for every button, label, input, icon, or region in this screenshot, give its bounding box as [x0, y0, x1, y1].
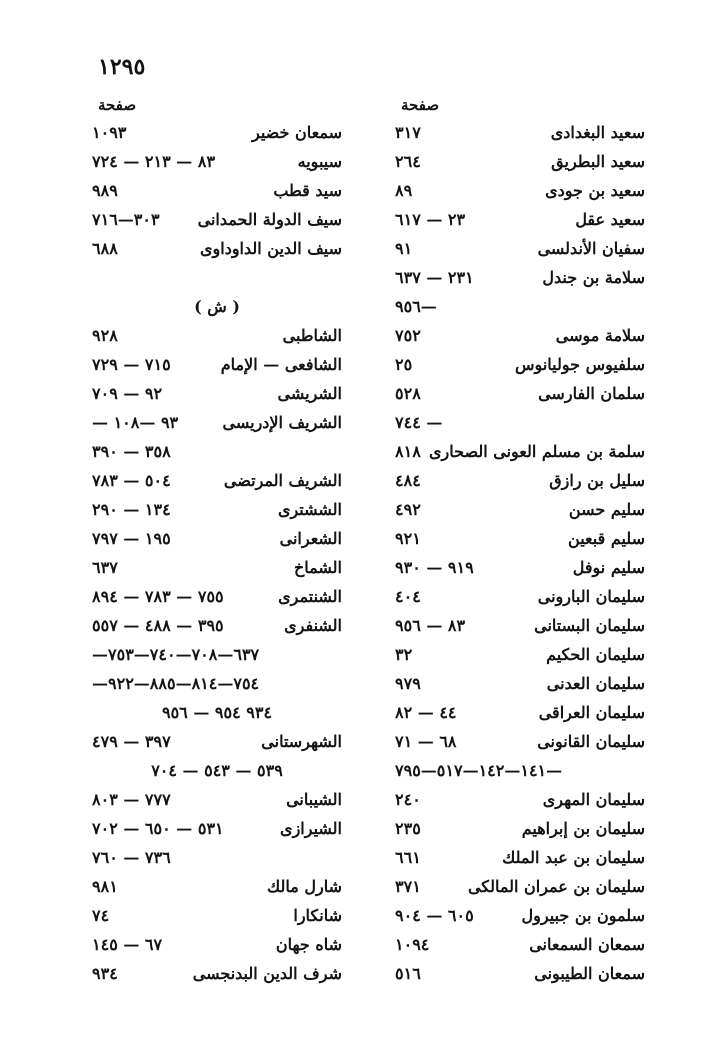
entry-pages: ٦٦١ [395, 848, 421, 867]
index-entry [92, 756, 342, 785]
index-entry [395, 872, 645, 901]
entry-name: سعيد عقل [575, 210, 645, 229]
entry-pages: ١٠٩٤ [395, 935, 430, 954]
index-entry [395, 495, 645, 524]
entry-name: شارل مالك [266, 877, 342, 896]
entry-pages: ٩٧٩ [395, 674, 421, 693]
entry-pages: ٣٠٣—٧١٦ [92, 210, 160, 229]
index-entry [395, 582, 645, 611]
entry-pages: ٢٣ — ٦١٧ [395, 210, 466, 229]
index-entry [92, 814, 342, 843]
entry-pages: ٢٥ [395, 355, 413, 374]
index-entry [395, 234, 645, 263]
entry-name: سليمان الحكيم [546, 645, 645, 664]
index-entry [92, 234, 342, 263]
page-number: ١٢٩٥ [98, 54, 146, 80]
entry-pages: ٥٣٩ — ٥٤٣ — ٧٠٤ [151, 761, 283, 780]
index-entry [395, 669, 645, 698]
index-entry [92, 872, 342, 901]
entry-name: سيف الدين الداوداوى [200, 239, 342, 258]
entry-name: سليمان البارونى [537, 587, 645, 606]
entry-name: سليمان القانونى [537, 732, 645, 751]
entry-pages: ٩٢٨ [92, 326, 118, 345]
index-entry [92, 118, 342, 147]
entry-pages: ٣٩٧ — ٤٧٩ [92, 732, 171, 751]
index-entry [92, 959, 342, 988]
index-entry [395, 843, 645, 872]
entry-pages: ٢٤٠ [395, 790, 421, 809]
index-entry [395, 611, 645, 640]
index-entry [92, 263, 342, 292]
index-entry [395, 466, 645, 495]
entry-name: سليم قبعين [568, 529, 645, 548]
entry-pages: ٥٠٤ — ٧٨٣ [92, 471, 171, 490]
entry-name: الشيبانى [286, 790, 342, 809]
entry-name: سيبويه [297, 152, 342, 171]
index-entry [92, 408, 342, 437]
entry-pages: —١٤١—١٤٢—٥١٧—٧٩٥ [395, 761, 563, 780]
entry-name: سليمان البستانى [534, 616, 645, 635]
entry-pages: ٧٥٢ [395, 326, 421, 345]
entry-pages: ٥٣١ — ٦٥٠ — ٧٠٢ [92, 819, 224, 838]
entry-name: سليم نوفل [572, 558, 645, 577]
entry-name: سليم حسن [568, 500, 645, 519]
entry-name: سلمان الفارسى [538, 384, 645, 403]
entry-pages: ٩٢ — ٧٠٩ [92, 384, 163, 403]
index-column-left [92, 92, 342, 988]
entry-name: الشنفرى [284, 616, 342, 635]
index-entry [395, 524, 645, 553]
index-entry [395, 379, 645, 408]
entry-name: الشنتمرى [278, 587, 342, 606]
entry-name: سلفيوس جوليانوس [515, 355, 645, 374]
index-entry [395, 147, 645, 176]
entry-pages: — ٧٤٤ [395, 413, 443, 432]
index-entry [395, 814, 645, 843]
entry-name: سليمان العراقى [538, 703, 645, 722]
index-entry [395, 176, 645, 205]
entry-name: الشريف المرتضى [223, 471, 342, 490]
index-entry [92, 669, 342, 698]
entry-pages: ١٩٥ — ٧٩٧ [92, 529, 171, 548]
entry-name: شاه جهان [275, 935, 342, 954]
entry-pages: ٦٧ — ١٤٥ [92, 935, 163, 954]
entry-name: سمعان خضير [252, 123, 342, 142]
entry-pages: ٧٥٥ — ٧٨٣ — ٨٩٤ [92, 587, 224, 606]
entry-pages: ٦٣٧ [92, 558, 118, 577]
entry-name: الشماخ [293, 558, 342, 577]
column-header: صفحة [401, 96, 440, 114]
entry-name: سيد قطب [273, 181, 342, 200]
entry-pages: ٣٧١ [395, 877, 421, 896]
index-entry [395, 785, 645, 814]
entry-name: سلمة بن مسلم العونى الصحارى [429, 442, 645, 461]
index-entry [92, 524, 342, 553]
entry-pages: ٩٣ —١٠٨ — [92, 413, 179, 432]
index-entry [395, 263, 645, 292]
index-entry [395, 959, 645, 988]
index-entry [395, 408, 645, 437]
entry-pages: ٧٥٤—٨١٤—٨٨٥—٩٢٢— [92, 674, 260, 693]
index-entry [92, 466, 342, 495]
entry-pages: ٦٠٥ — ٩٠٤ [395, 906, 474, 925]
entry-name: سليل بن رازق [549, 471, 645, 490]
entry-name: سمعان السمعانى [529, 935, 645, 954]
entry-name: سلمون بن جبيرول [521, 906, 645, 925]
entry-name: الشعرانى [279, 529, 342, 548]
entry-name: سعيد بن جودى [545, 181, 645, 200]
entry-pages: ٧٤ [92, 906, 110, 925]
entry-name: الشريف الإدريسى [222, 413, 342, 432]
entry-pages: ٦٨ — ٧١ [395, 732, 457, 751]
index-entry [395, 437, 645, 466]
entry-pages: ٩٣٤ ٩٥٤ — ٩٥٦ [161, 703, 273, 722]
index-entry [92, 292, 342, 321]
entry-name: سمعان الطيبونى [534, 964, 645, 983]
column-header: صفحة [98, 96, 137, 114]
entry-name: سليمان بن عبد الملك [502, 848, 645, 867]
entry-name: سفيان الأندلسى [537, 239, 645, 258]
entry-pages: ٩٨٩ [92, 181, 118, 200]
entry-name: سيف الدولة الحمدانى [197, 210, 342, 229]
entry-pages: ٧٧٧ — ٨٠٣ [92, 790, 171, 809]
entry-pages: ٩٢١ [395, 529, 421, 548]
entry-pages: ٣٩٥ — ٤٨٨ — ٥٥٧ [92, 616, 224, 635]
entry-pages: ٤٤ — ٨٢ [395, 703, 457, 722]
entry-pages: ٩٨١ [92, 877, 118, 896]
index-entry [395, 756, 645, 785]
index-entry [92, 727, 342, 756]
entry-name: سليمان المهرى [542, 790, 645, 809]
entry-pages: ٦٨٨ [92, 239, 118, 258]
index-entry [92, 495, 342, 524]
entry-pages: ٩١٩ — ٩٣٠ [395, 558, 474, 577]
entry-pages: ١٠٩٣ [92, 123, 127, 142]
index-entry [395, 118, 645, 147]
entry-pages: ٤٠٤ [395, 587, 421, 606]
index-entry [92, 379, 342, 408]
index-entry [92, 698, 342, 727]
index-entry [92, 930, 342, 959]
entry-pages: ٨١٨ [395, 442, 421, 461]
index-entry [395, 205, 645, 234]
entry-name: سعيد البغدادى [550, 123, 645, 142]
index-entry [92, 350, 342, 379]
entry-pages: ٨٩ [395, 181, 413, 200]
entry-name: الشيرازى [280, 819, 342, 838]
index-entry [395, 553, 645, 582]
index-entry [395, 698, 645, 727]
entry-pages: ٣٢ [395, 645, 413, 664]
index-entry [92, 205, 342, 234]
entry-name: الشريشى [277, 384, 342, 403]
index-entry [395, 321, 645, 350]
index-entry [395, 930, 645, 959]
index-entry [92, 553, 342, 582]
entry-pages: ٣١٧ [395, 123, 421, 142]
entry-name: شانكارا [293, 906, 342, 925]
entry-pages: ٢٦٤ [395, 152, 421, 171]
index-entry [92, 147, 342, 176]
entry-pages: ٩١ [395, 239, 413, 258]
index-entry [395, 292, 645, 321]
entry-name: سليمان بن عمران المالكى [467, 877, 645, 896]
entry-name: الشاطبى [282, 326, 342, 345]
entry-pages: ٩٣٤ [92, 964, 118, 983]
entry-pages: ٦٣٧—٧٠٨—٧٤٠—٧٥٣— [92, 645, 260, 664]
entry-name: سليمان بن إبراهيم [521, 819, 645, 838]
index-entry [92, 321, 342, 350]
entry-pages: ١٣٤ — ٢٩٠ [92, 500, 171, 519]
entry-pages: ٢٣٥ [395, 819, 421, 838]
entry-name: سعيد البطريق [551, 152, 645, 171]
entry-pages: ٨٣ — ٩٥٦ [395, 616, 466, 635]
index-entry [92, 640, 342, 669]
entry-pages: —٩٥٦ [395, 297, 437, 316]
entry-name: الششترى [277, 500, 342, 519]
index-entry [395, 727, 645, 756]
index-column-right [395, 92, 645, 988]
index-entry [92, 176, 342, 205]
entry-name: الشهرستانى [261, 732, 342, 751]
section-letter: ( ش ) [194, 297, 240, 316]
index-entry [395, 901, 645, 930]
entry-name: سلامة موسى [555, 326, 645, 345]
entry-pages: ٢٣١ — ٦٣٧ [395, 268, 474, 287]
index-entry [92, 785, 342, 814]
index-entry [92, 843, 342, 872]
entry-pages: ٤٨٤ [395, 471, 421, 490]
index-entry [92, 582, 342, 611]
entry-name: الشافعى — الإمام [220, 355, 342, 374]
entry-pages: ٤٩٢ [395, 500, 421, 519]
entry-pages: ٥١٦ [395, 964, 421, 983]
entry-name: شرف الدين البدنجسى [192, 964, 342, 983]
entry-pages: ٧٣٦ — ٧٦٠ [92, 848, 171, 867]
entry-pages: ٥٢٨ [395, 384, 421, 403]
entry-pages: ٣٥٨ — ٣٩٠ [92, 442, 171, 461]
index-entry [92, 901, 342, 930]
index-entry [92, 611, 342, 640]
entry-name: سليمان العدنى [546, 674, 645, 693]
index-entry [92, 437, 342, 466]
entry-pages: ٧١٥ — ٧٢٩ [92, 355, 171, 374]
index-entry [395, 350, 645, 379]
index-entry [395, 640, 645, 669]
entry-pages: ٨٣ — ٢١٣ — ٧٢٤ [92, 152, 216, 171]
entry-name: سلامة بن جندل [542, 268, 645, 287]
